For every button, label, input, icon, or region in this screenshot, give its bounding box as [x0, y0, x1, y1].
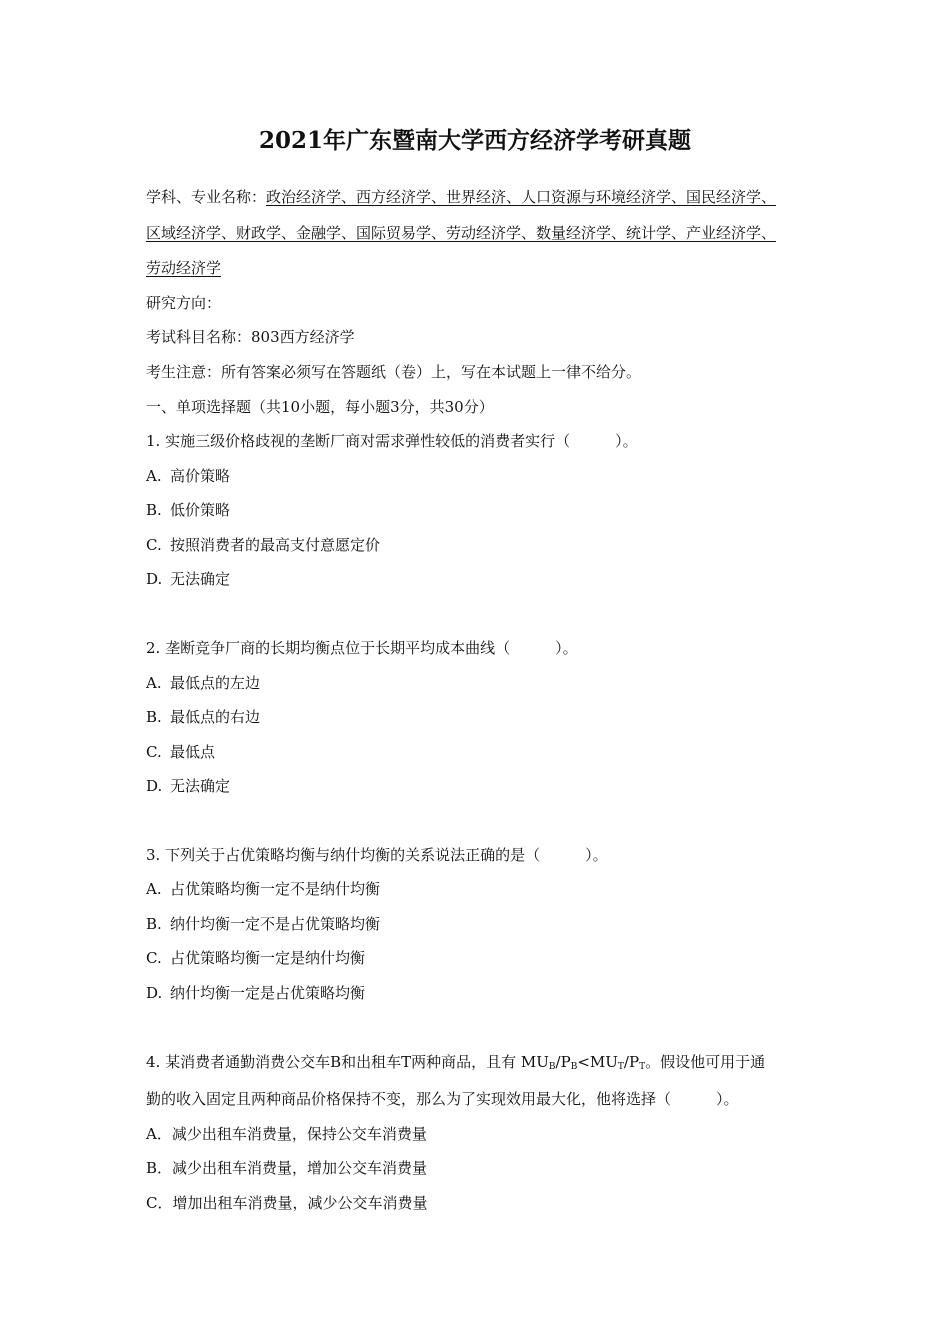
option-text: 占优策略均衡一定不是纳什均衡 [170, 880, 381, 898]
question-2-option-d [146, 776, 230, 796]
option-text: 最低点的左边 [170, 674, 261, 692]
question-1-option-a [146, 466, 230, 486]
question-2-stem: 2. 垄断竞争厂商的长期均衡点位于长期平均成本曲线（ ）。 [146, 639, 578, 657]
q4-formula-lt-mu: <MU [577, 1053, 618, 1071]
question-3-option-d [146, 983, 365, 1003]
question-4-option-b: B．减少出租车消费量，增加公交车消费量 [146, 1159, 428, 1177]
question-4-option-a: A．减少出租车消费量，保持公交车消费量 [146, 1125, 427, 1143]
option-letter: C. [146, 949, 162, 967]
research-direction: 研究方向： [146, 294, 222, 312]
question-4-stem-line-1 [146, 1052, 765, 1077]
q4-formula-price: /P [555, 1053, 571, 1071]
subject-list-part-2: 区域经济学、财政学、金融学、国际贸易学、劳动经济学、数量经济学、统计学、产业经济学、 [146, 224, 777, 242]
question-2-option-c [146, 742, 215, 762]
question-3-stem: 3. 下列关于占优策略均衡与纳什均衡的关系说法正确的是（ ）。 [146, 846, 608, 864]
question-1-option-b [146, 500, 230, 520]
exam-subject-name: 考试科目名称：803西方经济学 [146, 328, 355, 346]
question-4-stem-line-2: 勤的收入固定且两种商品价格保持不变，那么为了实现效用最大化，他将选择（ ）。 [146, 1090, 739, 1108]
option-text: 无法确定 [170, 777, 231, 795]
option-text: 最低点的右边 [170, 708, 261, 726]
q4-formula-price: /P [623, 1053, 640, 1071]
question-3-option-a [146, 879, 380, 899]
question-2-option-b [146, 707, 260, 727]
option-letter: D. [146, 984, 163, 1002]
subject-line-2 [146, 223, 776, 243]
subject-line-3 [146, 258, 221, 278]
subject-line-1 [146, 187, 776, 207]
q4-subscript: T [617, 1062, 624, 1072]
section-heading: 一、单项选择题（共10小题，每小题3分，共30分） [146, 398, 494, 416]
q4-subscript: T [639, 1062, 646, 1072]
option-letter: B. [146, 708, 162, 726]
option-letter: D. [146, 570, 163, 588]
q4-subscript: B [548, 1062, 556, 1072]
q4-subscript: B [570, 1062, 578, 1072]
candidate-notice: 考生注意：所有答案必须写在答题纸（卷）上，写在本试题上一律不给分。 [146, 363, 642, 381]
question-1-stem: 1. 实施三级价格歧视的垄断厂商对需求弹性较低的消费者实行（ ）。 [146, 432, 638, 450]
option-text: 纳什均衡一定是占优策略均衡 [170, 984, 366, 1002]
option-text: 无法确定 [170, 570, 231, 588]
option-letter: C. [146, 536, 162, 554]
q4-formula-mu: MU [520, 1053, 549, 1071]
question-3-option-c [146, 948, 365, 968]
subject-label: 学科、专业名称： [146, 188, 267, 206]
question-1-option-c [146, 535, 380, 555]
q4-stem-text: 4. 某消费者通勤消费公交车B和出租车T两种商品，且有 [146, 1053, 521, 1071]
question-4-option-c: C．增加出租车消费量，减少公交车消费量 [146, 1194, 428, 1212]
page-title: 2021年广东暨南大学西方经济学考研真题 [258, 127, 691, 154]
option-text: 高价策略 [170, 467, 231, 485]
option-text: 纳什均衡一定不是占优策略均衡 [170, 915, 381, 933]
option-text: 低价策略 [170, 501, 231, 519]
option-letter: A. [146, 674, 162, 692]
question-1-option-d [146, 569, 230, 589]
option-letter: D. [146, 777, 163, 795]
option-letter: A. [146, 880, 162, 898]
option-letter: C. [146, 743, 162, 761]
option-letter: B. [146, 501, 162, 519]
option-text: 占优策略均衡一定是纳什均衡 [170, 949, 366, 967]
option-text: 最低点 [170, 743, 216, 761]
option-text: 按照消费者的最高支付意愿定价 [170, 536, 381, 554]
question-2-option-a [146, 673, 260, 693]
q4-stem-text-cont: 。假设他可用于通 [645, 1053, 766, 1071]
option-letter: A. [146, 467, 162, 485]
subject-list-part-1: 政治经济学、西方经济学、世界经济、人口资源与环境经济学、国民经济学、 [266, 188, 777, 206]
option-letter: B. [146, 915, 162, 933]
subject-list-part-3: 劳动经济学 [146, 259, 222, 277]
question-3-option-b [146, 914, 380, 934]
